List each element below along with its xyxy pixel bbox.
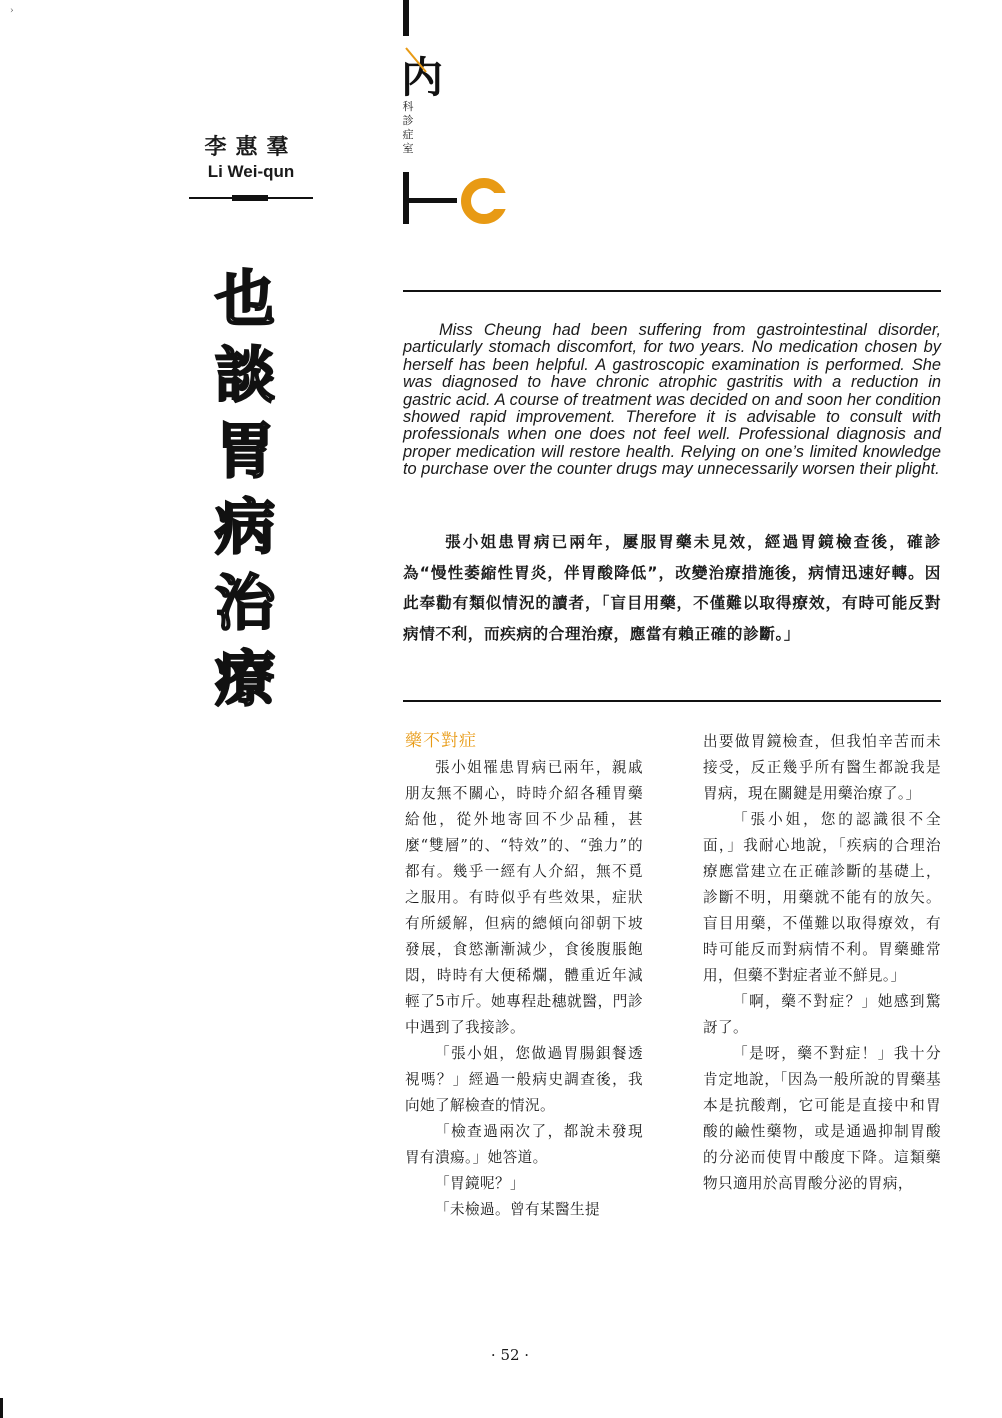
body-paragraph: 「張小姐，您做過胃腸鋇餐透視嗎？」經過一般病史調查後，我向她了解檢查的情況。 [405,1045,643,1114]
title-char: 胃 [215,417,275,487]
english-abstract: Miss Cheung had been suffering from gastrointestinal disorder, particularly stomach discomfort, for two years. No medication chosen by herself has been helpful. A gastroscopic examination is performed. She was diagnosed to have chronic atrophic gastritis with a reduction in gastric acid. A course of treatment was decided on and soon her condition showed rapid improvement. Therefore it is advisable to consult with professionals when one does not feel well. Professional diagnosis and proper medication will restore health. Relying on one’s limited knowledge to purchase over the counter drugs may unnecessarily worsen their plight. [403,321,941,479]
body-paragraph: 「未檢過。曾有某醫生提 [435,1201,600,1218]
column-label-char: 診 [402,114,414,127]
column-mark-glyph: 内 [401,53,444,102]
title-char: 也 [215,265,275,335]
body-paragraph: 「是呀，藥不對症！」我十分肯定地說，「因為一般所說的胃藥基本是抗酸劑，它可能是直接中和胃酸的鹼性藥物，或是通過抑制胃酸的分泌而使胃中酸度下降。這類藥物只適用於高胃酸分泌的胃病， [703,1045,941,1192]
author-name-english: Li Wei-qun [207,162,295,181]
body-column-left [405,755,643,1223]
column-label [401,100,415,156]
title-char: 療 [215,645,275,715]
body-paragraph: 「啊，藥不對症？」她感到驚訝了。 [703,993,941,1036]
section-heading: 藥不對症 [405,731,477,751]
title-char: 談 [215,341,275,411]
edge-mark [0,1398,3,1418]
column-label-char: 室 [402,142,414,155]
title-char: 病 [215,493,275,563]
body-paragraph: 出要做胃鏡檢查，但我怕辛苦而未接受，反正幾乎所有醫生都說我是胃病，現在關鍵是用藥治療了。」 [703,733,941,802]
author-underline-bar [232,195,268,201]
body-column-right [703,729,941,1197]
corner-mark: › [10,6,14,16]
column-label-char: 科 [402,100,414,113]
page-number: · 52 · [490,1346,530,1364]
author-name-chinese: 李惠羣 [204,135,298,160]
article-title [214,262,276,718]
body-paragraph: 張小姐罹患胃病已兩年，親戚朋友無不關心，時時介紹各種胃藥給他，從外地寄回不少品種，甚麼“雙層”的、“特效”的、“強力”的都有。幾乎一經有人介紹，無不覓之服用。有時似乎有些效果，症狀有所緩解，但病的總傾向卻朝下坡發展，食慾漸漸減少，食後腹脹飽悶，時時有大便稀爛，體重近年減輕了5市斤。她專程赴穗就醫，門診中遇到了我接診。 [405,759,643,1036]
chinese-summary: 張小姐患胃病已兩年，屢服胃藥未見效，經過胃鏡檢查後，確診為“慢性萎縮性胃炎，伴胃酸降低”，改變治療措施後，病情迅速好轉。因此奉勸有類似情況的讀者，「盲目用藥，不僅難以取得療效，有時可能反對病情不利，而疾病的合理治療，應當有賴正確的診斷。」 [403,533,941,643]
top-divider [403,290,941,292]
body-paragraph: 「胃鏡呢？」 [435,1175,525,1192]
body-paragraph: 「張小姐，您的認識很不全面，」我耐心地說，「疾病的合理治療應當建立在正確診斷的基礎上，診斷不明，用藥就不能有的放矢。盲目用藥，不僅難以取得療效，有時可能反而對病情不利。胃藥雖常用，但藥不對症者並不鮮見。」 [703,811,941,984]
summary-divider [403,700,941,702]
title-char: 治 [215,569,275,639]
column-label-char: 症 [402,128,414,141]
body-paragraph: 「檢查過兩次了，都說未發現胃有潰瘍。」她答道。 [405,1123,643,1166]
